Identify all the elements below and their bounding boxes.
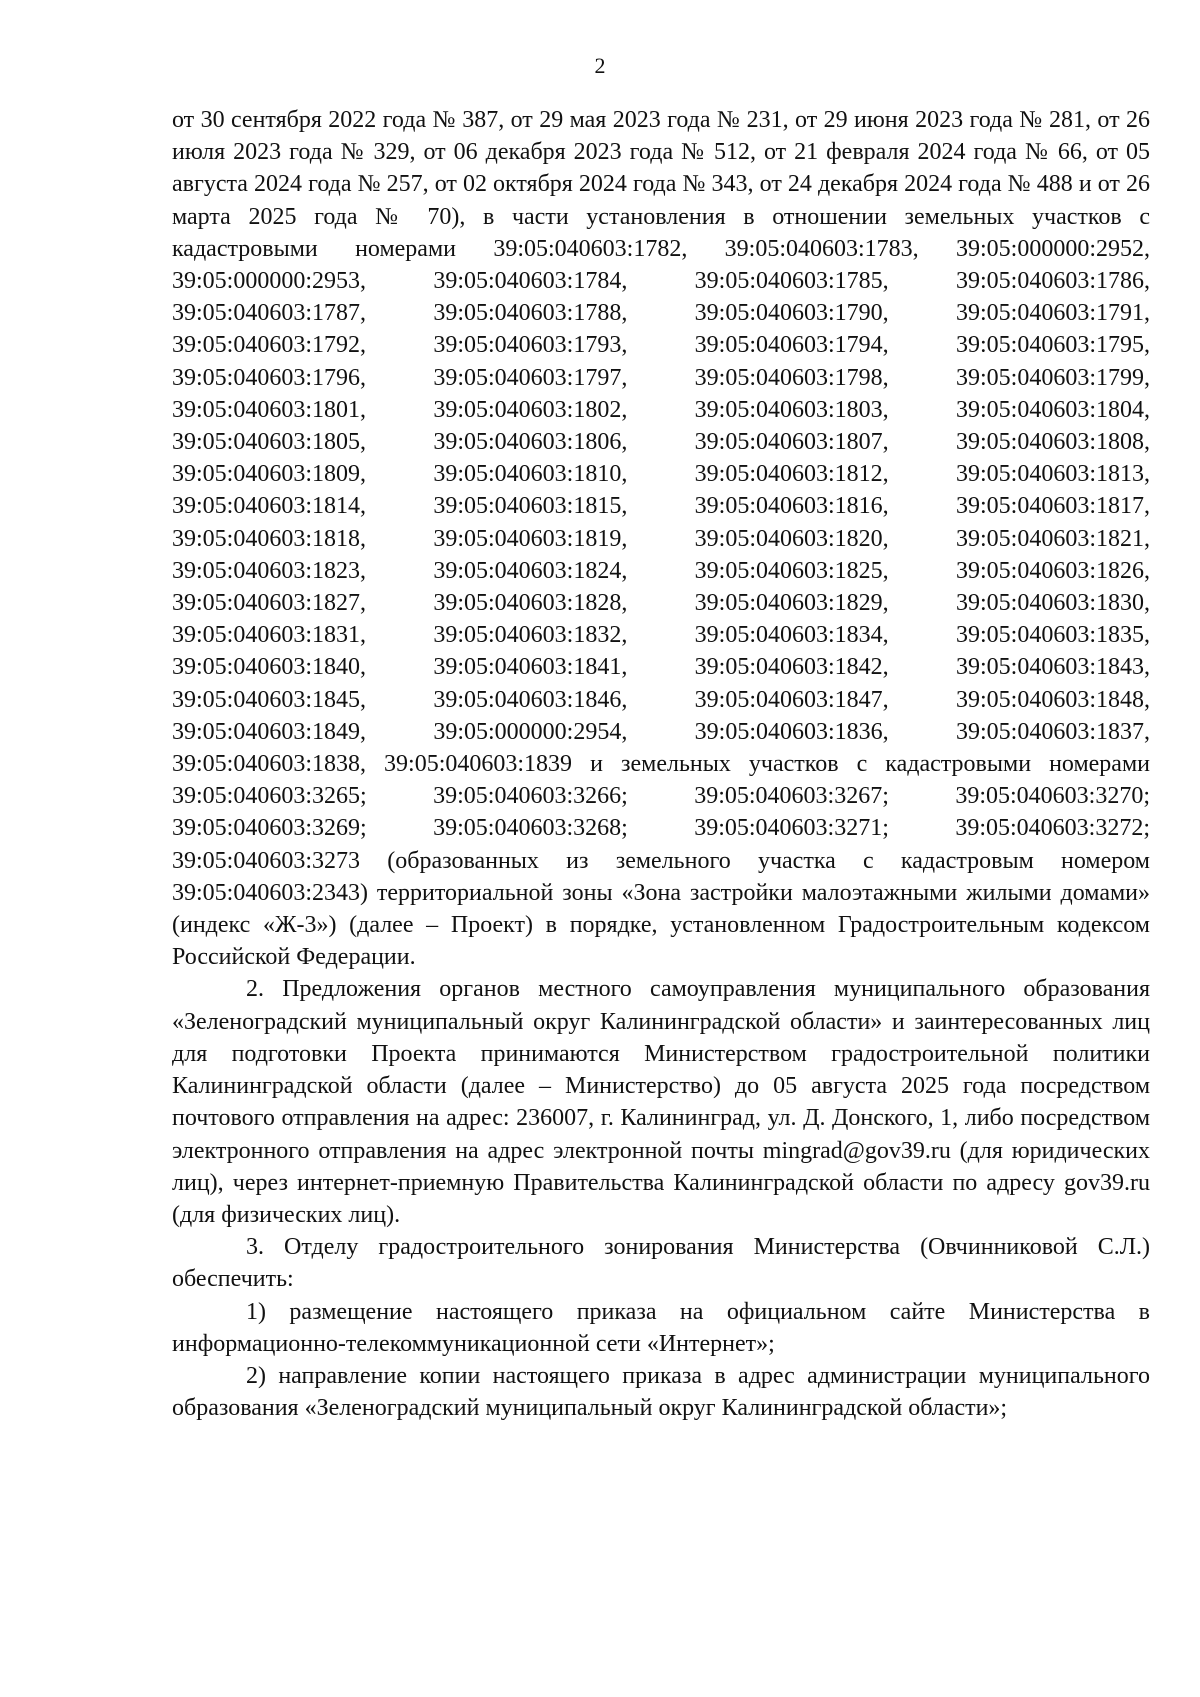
paragraph-subitem-2: 2) направление копии настоящего приказа в адрес администрации муниципального образования «Зеленоградский муниципальный округ Калининградской области»; bbox=[172, 1362, 1150, 1422]
paragraph-subitem-1: 1) размещение настоящего приказа на официальном сайте Министерства в информационно-телекоммуникационной сети «Интернет»; bbox=[172, 1298, 1150, 1357]
paragraph-item-3: 3. Отделу градостроительного зонирования Министерства (Овчинниковой С.Л.) обеспечить: bbox=[172, 1234, 1150, 1293]
paragraph-item-2: 2. Предложения органов местного самоуправления муниципального образования «Зеленоградский муниципальный округ Калининградской области» и заинтересованных лиц для подготовки Проекта принимаются Министерством градостроительной политики Калининградской области (далее – Министерство) до 05 августа 2025 года посредством почтового отправления на адрес: 236007, г. Калининград, ул. Д. Донского, 1, либо посредством электронного отправления на адрес электронной почты mingrad@gov39.ru (для юридических лиц), через интернет-приемную Правительства Калининградской области по адресу gov39.ru (для физических лиц). bbox=[172, 976, 1150, 1228]
paragraph-continuation: от 30 сентября 2022 года № 387, от 29 мая 2023 года № 231, от 29 июня 2023 года № 281, от 26 июля 2023 года № 329, от 06 декабря 2023 года № 512, от 21 февраля 2024 года № 66, от 05 августа 2024 года № 257, от 02 октября 2024 года № 343, от 24 декабря 2024 года № 488 и от 26 марта 2025 года № 70), в части установления в отношении земельных участков с кадастровыми номерами 39:05:040603:1782, 39:05:040603:1783, 39:05:000000:2952, 39:05:000000:2953, 39:05:040603:1784, 39:05:040603:1785, 39:05:040603:1786, 39:05:040603:1787, 39:05:040603:1788, 39:05:040603:1790, 39:05:040603:1791, 39:05:040603:1792, 39:05:040603:1793, 39:05:040603:1794, 39:05:040603:1795, 39:05:040603:1796, 39:05:040603:1797, 39:05:040603:1798, 39:05:040603:1799, 39:05:040603:1801, 39:05:040603:1802, 39:05:040603:1803, 39:05:040603:1804, 39:05:040603:1805, 39:05:040603:1806, 39:05:040603:1807, 39:05:040603:1808, 39:05:040603:1809, 39:05:040603:1810, 39:05:040603:1812, 39:05:040603:1813, 39:05:040603:1814, 39:05:040603:1815, 39:05:040603:1816, 39:05:040603:1817, 39:05:040603:1818, 39:05:040603:1819, 39:05:040603:1820, 39:05:040603:1821, 39:05:040603:1823, 39:05:040603:1824, 39:05:040603:1825, 39:05:040603:1826, 39:05:040603:1827, 39:05:040603:1828, 39:05:040603:1829, 39:05:040603:1830, 39:05:040603:1831, 39:05:040603:1832, 39:05:040603:1834, 39:05:040603:1835, 39:05:040603:1840, 39:05:040603:1841, 39:05:040603:1842, 39:05:040603:1843, 39:05:040603:1845, 39:05:040603:1846, 39:05:040603:1847, 39:05:040603:1848, 39:05:040603:1849, 39:05:000000:2954, 39:05:040603:1836, 39:05:040603:1837, 39:05:040603:1838, 39:05:040603:1839 и земельных участков с кадастровыми номерами 39:05:040603:3265; 39:05:040603:3266; 39:05:040603:3267; 39:05:040603:3270; 39:05:040603:3269; 39:05:040603:3268; 39:05:040603:3271; 39:05:040603:3272; 39:05:040603:3273 (образованных из земельного участка с кадастровым номером 39:05:040603:2343) территориальной зоны «Зона застройки малоэтажными жилыми домами» (индекс «Ж-3») (далее – Проект) в порядке, установленном Градостроительным кодексом Российской Федерации. bbox=[172, 107, 1150, 971]
document-body bbox=[172, 104, 1150, 1424]
page-number: 2 bbox=[594, 53, 606, 78]
